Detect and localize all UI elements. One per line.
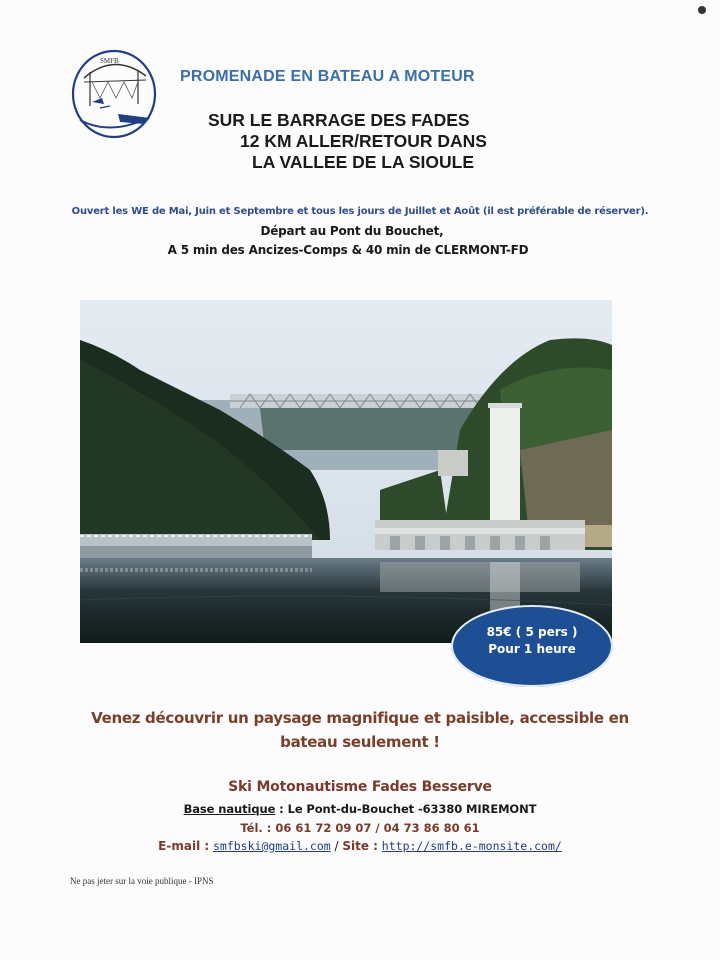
promo-text bbox=[70, 706, 650, 754]
flyer-subtitle bbox=[190, 110, 530, 173]
subtitle-line-1: SUR LE BARRAGE DES FADES bbox=[208, 110, 470, 130]
site-label: Site : bbox=[342, 839, 378, 853]
phone-line bbox=[0, 821, 720, 835]
email-site-line bbox=[0, 839, 720, 853]
dam-photo bbox=[80, 300, 612, 643]
address-label: Base nautique bbox=[183, 802, 276, 816]
opening-hours: Ouvert les WE de Mai, Juin et Septembre et tous les jours de Juillet et Août (il est préférable de réserver). bbox=[71, 206, 649, 217]
subtitle-line-3: LA VALLEE DE LA SIOULE bbox=[252, 152, 474, 172]
promo-line-1: Venez découvrir un paysage magnifique et paisible, accessible en bbox=[91, 709, 629, 727]
email-link[interactable]: smfbski@gmail.com bbox=[212, 839, 331, 853]
logo-text: SMFB bbox=[100, 57, 119, 65]
departure-line-2: A 5 min des Ancizes-Comps & 40 min de CLERMONT-FD bbox=[167, 243, 529, 257]
flyer-title: PROMENADE EN BATEAU A MOTEUR bbox=[180, 68, 475, 85]
address-value: : Le Pont-du-Bouchet -63380 MIREMONT bbox=[275, 802, 537, 816]
email-label: E-mail : bbox=[158, 839, 210, 853]
club-logo bbox=[70, 48, 160, 140]
scan-mark bbox=[698, 6, 706, 14]
club-name: Ski Motonautisme Fades Besserve bbox=[228, 779, 492, 795]
price-duration: Pour 1 heure bbox=[488, 642, 576, 656]
price-badge bbox=[451, 605, 613, 687]
site-separator: / bbox=[330, 839, 343, 853]
footer-note: Ne pas jeter sur la voie publique - IPNS bbox=[70, 876, 214, 886]
address-line bbox=[0, 802, 720, 816]
promo-line-2: bateau seulement ! bbox=[280, 733, 440, 751]
phone-numbers: 06 61 72 09 07 / 04 73 86 80 61 bbox=[271, 821, 480, 835]
phone-label: Tél. : bbox=[240, 821, 272, 835]
website-link[interactable]: http://smfb.e-monsite.com/ bbox=[381, 839, 562, 853]
departure-line-1: Départ au Pont du Bouchet, bbox=[260, 224, 444, 238]
price-amount: 85€ ( 5 pers ) bbox=[486, 625, 578, 639]
subtitle-line-2: 12 KM ALLER/RETOUR DANS bbox=[240, 131, 487, 151]
